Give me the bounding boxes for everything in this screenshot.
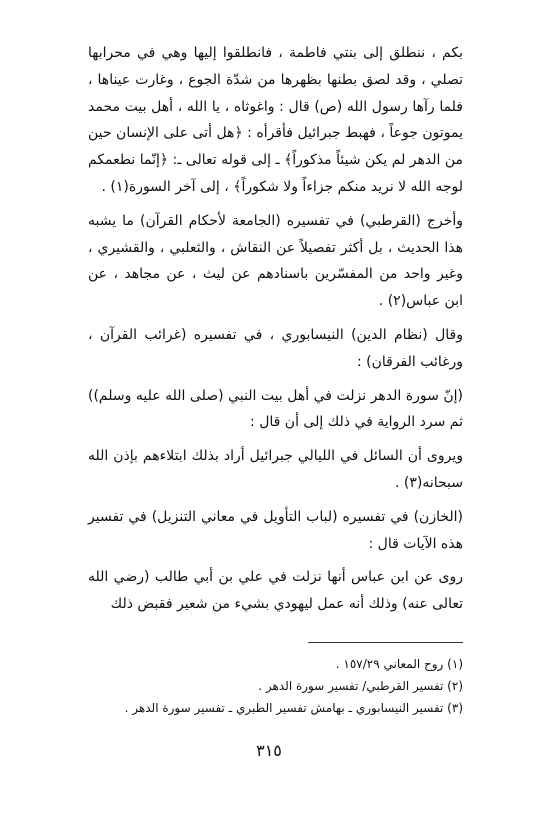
paragraph: (إنّ سورة الدهر نزلت في أهل بيت النبي (صلى الله عليه وسلم)) ثم سرد الرواية في ذلك إلى أن قال :	[88, 387, 463, 431]
paragraph: ويروى أن السائل في الليالي جبرائيل أراد بذلك ابتلاءهم بإذن الله سبحانه(٣) .	[88, 448, 463, 491]
footnote: (٣) تفسير النيسابوري ـ بهامش تفسير الطبري ـ تفسير سورة الدهر .	[124, 701, 463, 715]
footnote-divider	[308, 642, 463, 643]
paragraph: وقال (نظام الدين) النيسابوري ، في تفسيره (غرائب القرآن ، ورغائب الفرقان) :	[88, 326, 463, 370]
paragraph: (الخازن) في تفسيره (لباب التأويل في معاني التنزيل) في تفسير هذه الآيات قال :	[88, 508, 463, 552]
footnotes	[88, 653, 463, 719]
paragraph: روى عن ابن عباس أنها نزلت في علي بن أبي طالب (رضي الله تعالى عنه) وذلك أنه عمل ليهودي بشيء من شعير فقبض ذلك	[88, 569, 463, 613]
paragraph: وأخرج (القرطبي) في تفسيره (الجامعة لأحكام القرآن) ما يشبه هذا الحديث ، بل أكثر تفصيلاً عن النقاش ، والثعلبي ، والقشيري ، وغير واحد من المفسّرين باسنادهم عن ليث ، عن مجاهد ، عن ابن عباس(٢) .	[88, 212, 463, 310]
paragraph: بكم ، ننطلق إلى بنتي فاطمة ، فانطلقوا إليها وهي في محرابها تصلي ، وقد لصق بطنها بظهرها من شدّة الجوع ، وغارت عيناها ، فلما رآها رسول الله (ص) قال : واغوثاه ، يا الله ، أهل بيت محمد يموتون جوعاً ، فهبط جبرائيل فأقرأه : ﴿هل أتى على الإنسان حين من الدهر لم يكن شيئاً مذكوراً﴾ ـ إلى قوله تعالى ـ: ﴿إنّما نطعمكم لوجه الله لا نريد منكم جزاءاً ولا شكوراً﴾ ، إلى آخر السورة(١) .	[88, 45, 463, 195]
main-text	[88, 40, 463, 625]
footnote: (١) روح المعاني ١٥٧/٢٩ .	[335, 657, 463, 671]
footnote: (٢) تفسير القرطبي/ تفسير سورة الدهر .	[258, 679, 463, 693]
page-number: ٣١٥	[256, 741, 282, 760]
